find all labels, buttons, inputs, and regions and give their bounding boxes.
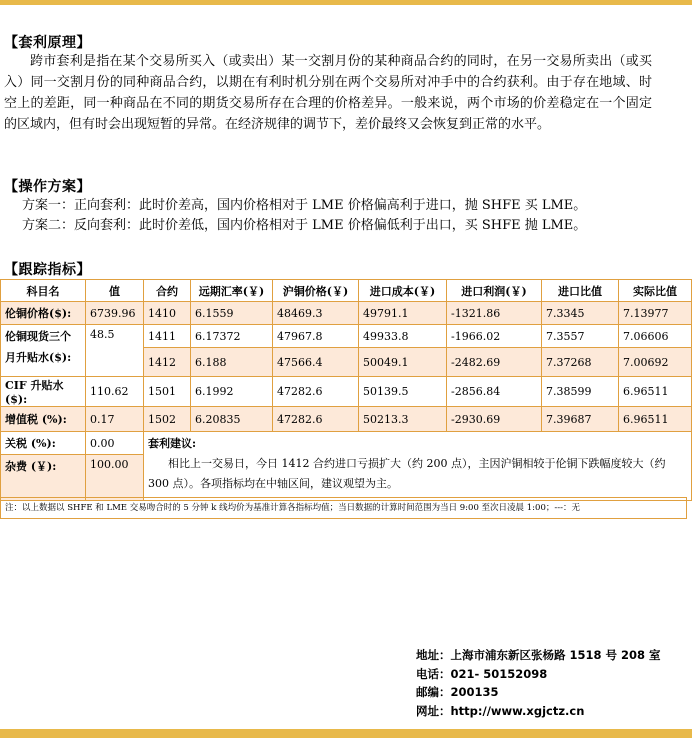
- contract-cell: 1410: [144, 302, 191, 325]
- item-value: 6739.96: [86, 302, 144, 325]
- item-value: 0.17: [86, 407, 144, 432]
- header-forward-rate: 远期汇率(￥): [191, 280, 273, 302]
- import-profit-cell: -1966.02: [447, 325, 542, 348]
- table-row: [1, 377, 692, 407]
- import-profit-cell: -2930.69: [447, 407, 542, 432]
- contract-cell: 1501: [144, 377, 191, 407]
- advice-cell: [144, 432, 692, 501]
- plan-two: 方案二：反向套利：此时价差低，国内价格相对于 LME 价格偏低利于出口，买 SHFE 抛 LME。: [22, 218, 587, 233]
- actual-ratio-cell: 6.96511: [619, 407, 692, 432]
- contract-cell: 1412: [144, 348, 191, 377]
- contract-cell: 1502: [144, 407, 191, 432]
- top-accent-bar: [0, 0, 692, 5]
- forward-rate-cell: 6.1992: [191, 377, 273, 407]
- item-label: 关税 (%):: [1, 432, 86, 455]
- import-profit-cell: -2856.84: [447, 377, 542, 407]
- shfe-price-cell: 47566.4: [273, 348, 359, 377]
- contact-postcode: 邮编：200135: [416, 685, 499, 699]
- import-cost-cell: 50139.5: [359, 377, 447, 407]
- forward-rate-cell: 6.17372: [191, 325, 273, 348]
- header-actual-ratio: 实际比值: [619, 280, 692, 302]
- item-label: 伦铜现货三个月升贴水($):: [1, 325, 86, 377]
- principle-paragraph: 跨市套利是指在某个交易所买入（或卖出）某一交割月份的某种商品合约的同时，在另一交易所卖出（或买入）同一交割月份的同种商品合约，以期在有利时机分别在两个交易所对冲手中的合约获利。由于存在地域、时空上的差距，同一种商品在不同的期货交易所存在合理的价格差异。一般来说，两个市场的价差稳定在一个固定的区域内，但有时会出现短暂的异常。在经济规律的调节下，差价最终又会恢复到正常的水平。: [4, 54, 652, 132]
- import-cost-cell: 50049.1: [359, 348, 447, 377]
- forward-rate-cell: 6.1559: [191, 302, 273, 325]
- item-label: 伦铜价格($):: [1, 302, 86, 325]
- actual-ratio-cell: 7.06606: [619, 325, 692, 348]
- import-profit-cell: -2482.69: [447, 348, 542, 377]
- header-import-profit: 进口利润(￥): [447, 280, 542, 302]
- item-label: 杂费 (￥):: [1, 455, 86, 501]
- table-footnote: 注：以上数据以 SHFE 和 LME 交易吻合时的 5 分钟 k 线均价为基准计算各指标均值；当日数据的计算时间范围为当日 9:00 至次日凌晨 1:00；---：无: [0, 497, 687, 519]
- header-shfe-price: 沪铜价格(￥): [273, 280, 359, 302]
- header-value: 值: [86, 280, 144, 302]
- bottom-accent-bar: [0, 729, 692, 738]
- item-label: 增值税 (%):: [1, 407, 86, 432]
- table-header-row: [1, 280, 692, 302]
- section-title-tracking: 【跟踪指标】: [4, 262, 91, 278]
- import-ratio-cell: 7.39687: [542, 407, 619, 432]
- advice-body: 相比上一交易日，今日 1412 合约进口亏损扩大（约 200 点），主因沪铜相较于伦铜下跌幅度较大（约 300 点）。各项指标均在中轴区间，建议观望为主。: [148, 457, 666, 490]
- forward-rate-cell: 6.188: [191, 348, 273, 377]
- import-cost-cell: 49791.1: [359, 302, 447, 325]
- shfe-price-cell: 47282.6: [273, 377, 359, 407]
- table-row: [1, 432, 692, 455]
- table-row: [1, 325, 692, 348]
- shfe-price-cell: 47282.6: [273, 407, 359, 432]
- import-cost-cell: 49933.8: [359, 325, 447, 348]
- item-value: 100.00: [86, 455, 144, 501]
- import-ratio-cell: 7.3345: [542, 302, 619, 325]
- section-title-plan: 【操作方案】: [4, 179, 91, 195]
- plan-one: 方案一：正向套利：此时价差高，国内价格相对于 LME 价格偏高利于进口，抛 SHFE 买 LME。: [22, 198, 587, 213]
- table-row: [1, 407, 692, 432]
- table-row: [1, 302, 692, 325]
- actual-ratio-cell: 6.96511: [619, 377, 692, 407]
- shfe-price-cell: 48469.3: [273, 302, 359, 325]
- contact-website[interactable]: 网址：http://www.xgjctz.cn: [416, 703, 585, 718]
- contact-address: 地址：上海市浦东新区张杨路 1518 号 208 室: [416, 648, 661, 662]
- shfe-price-cell: 47967.8: [273, 325, 359, 348]
- header-import-cost: 进口成本(￥): [359, 280, 447, 302]
- item-value: 48.5: [86, 325, 144, 377]
- contact-phone: 电话：021- 50152098: [416, 666, 548, 681]
- header-import-ratio: 进口比值: [542, 280, 619, 302]
- advice-title: 套利建议:: [148, 437, 197, 450]
- import-cost-cell: 50213.3: [359, 407, 447, 432]
- import-ratio-cell: 7.38599: [542, 377, 619, 407]
- section-title-principle: 【套利原理】: [4, 35, 91, 51]
- item-value: 110.62: [86, 377, 144, 407]
- import-profit-cell: -1321.86: [447, 302, 542, 325]
- item-value: 0.00: [86, 432, 144, 455]
- actual-ratio-cell: 7.13977: [619, 302, 692, 325]
- forward-rate-cell: 6.20835: [191, 407, 273, 432]
- actual-ratio-cell: 7.00692: [619, 348, 692, 377]
- contact-block: [416, 646, 661, 720]
- header-contract: 合约: [144, 280, 191, 302]
- import-ratio-cell: 7.37268: [542, 348, 619, 377]
- contract-cell: 1411: [144, 325, 191, 348]
- item-label: CIF 升贴水($):: [1, 377, 86, 407]
- tracking-table: [0, 279, 692, 501]
- header-item-name: 科目名: [1, 280, 86, 302]
- import-ratio-cell: 7.3557: [542, 325, 619, 348]
